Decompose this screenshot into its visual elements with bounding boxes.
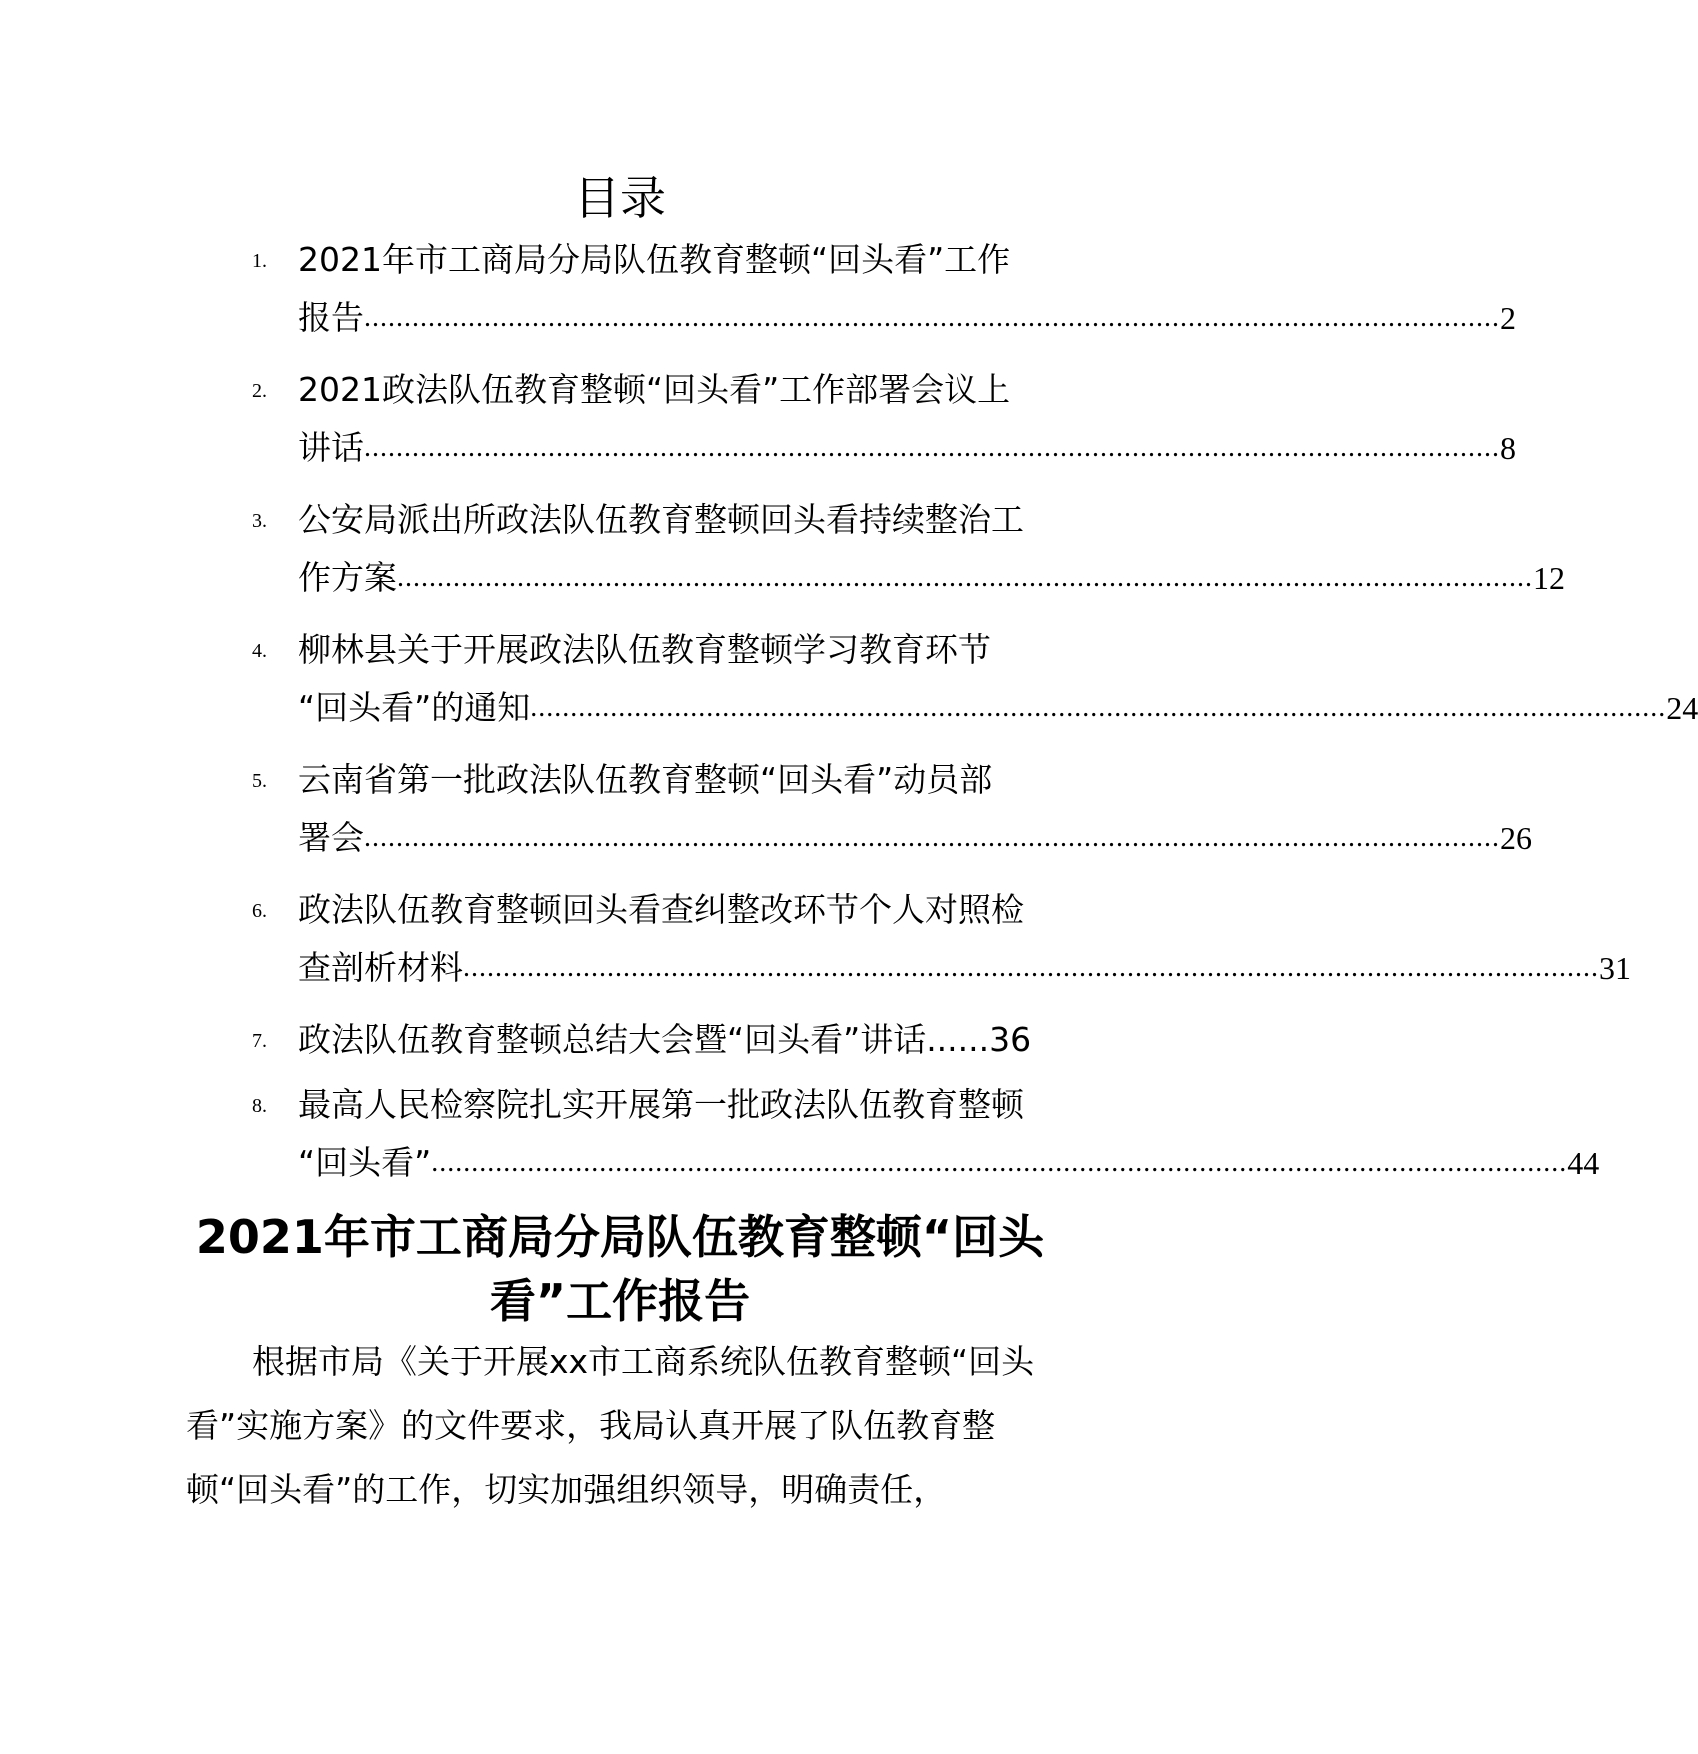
toc-dot-leader: .............................................................................................................................................. (364, 302, 1500, 333)
toc-dot-leader: .............................................................................................................................................. (364, 822, 1500, 853)
toc-entry-number: 3. (252, 510, 267, 532)
toc-entry-title-cont: 作方案 (298, 558, 397, 597)
toc-entry-title: 云南省第一批政法队伍教育整顿“回头看”动员部 (298, 760, 993, 799)
toc-entry-leader-line (298, 298, 1516, 338)
toc-entry-title: 政法队伍教育整顿总结大会暨“回头看”讲话......36 (298, 1020, 1032, 1059)
toc-entry-title-cont: 讲话 (298, 428, 364, 467)
toc-entry-title-cont: “回头看” (298, 1143, 432, 1182)
toc-entry-number: 5. (252, 770, 267, 792)
toc-entry-number: 4. (252, 640, 267, 662)
toc-entry-leader-line (298, 428, 1516, 468)
article-body-paragraph: 根据市局《关于开展xx市工商系统队伍教育整顿“回头看”实施方案》的文件要求，我局认真开展了队伍教育整顿“回头看”的工作，切实加强组织领导，明确责任， (186, 1342, 1035, 1509)
toc-page-number: 24 (1666, 690, 1698, 726)
toc-page-number: 26 (1500, 820, 1532, 856)
article-title-line-2: 看”工作报告 (489, 1274, 751, 1328)
toc-entry-leader-line (298, 948, 1631, 988)
toc-page-number: 2 (1500, 300, 1516, 336)
toc-page-number: 8 (1500, 430, 1516, 466)
article-title-line-1: 2021年市工商局分局队伍教育整顿“回头 (195, 1210, 1045, 1264)
toc-entry-leader-line (298, 1143, 1600, 1183)
toc-page-number: 12 (1533, 560, 1565, 596)
toc-page-number: 44 (1567, 1145, 1600, 1181)
toc-entry-leader-line (298, 558, 1565, 598)
toc-dot-leader: .............................................................................................................................................. (397, 562, 1533, 593)
toc-entry-number: 6. (252, 900, 267, 922)
toc-entry-title-cont: “回头看”的通知 (298, 688, 531, 727)
toc-entry-title-cont: 查剖析材料 (298, 948, 463, 987)
toc-entry-leader-line (298, 688, 1698, 728)
toc-entry-title: 最高人民检察院扎实开展第一批政法队伍教育整顿 (298, 1085, 1024, 1124)
toc-entry-leader-line (298, 818, 1532, 858)
toc-entry-title: 2021年市工商局分局队伍教育整顿“回头看”工作 (298, 240, 1011, 279)
toc-entry-number: 2. (252, 380, 267, 402)
toc-dot-leader: .............................................................................................................................................. (364, 432, 1500, 463)
toc-dot-leader: .............................................................................................................................................. (463, 952, 1599, 983)
toc-title: 目录 (574, 171, 666, 225)
toc-entry-number: 1. (252, 250, 267, 272)
toc-entry-title: 柳林县关于开展政法队伍教育整顿学习教育环节 (298, 630, 991, 669)
toc-page-number: 31 (1599, 950, 1631, 986)
toc-entry-title: 2021政法队伍教育整顿“回头看”工作部署会议上 (298, 370, 1011, 409)
toc-entry-title: 公安局派出所政法队伍教育整顿回头看持续整治工 (298, 500, 1024, 539)
toc-dot-leader: .............................................................................................................................................. (431, 1147, 1568, 1178)
toc-entry-title-cont: 报告 (298, 298, 364, 337)
toc-dot-leader: .............................................................................................................................................. (530, 692, 1667, 723)
toc-entry-title: 政法队伍教育整顿回头看查纠整改环节个人对照检 (298, 890, 1024, 929)
toc-entry-number: 8. (252, 1095, 267, 1117)
toc-entry-number: 7. (252, 1030, 267, 1052)
toc-entry-title-cont: 署会 (298, 818, 364, 857)
article-title (0, 1205, 1240, 1333)
